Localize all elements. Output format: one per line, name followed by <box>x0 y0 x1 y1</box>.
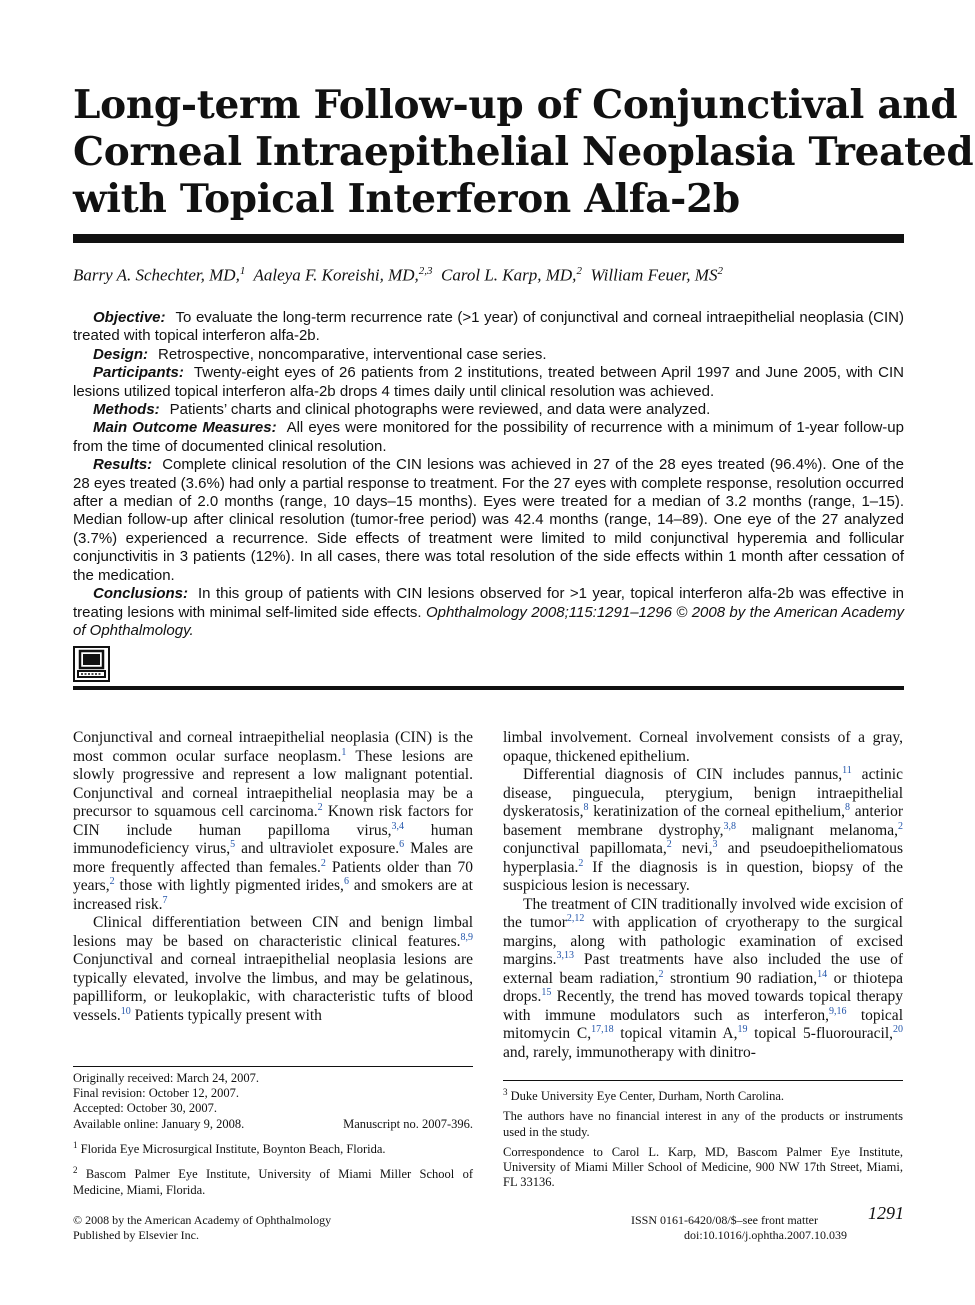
footnote-rule <box>73 1066 473 1067</box>
abstract-text: Patients’ charts and clinical photographs were reviewed, and data were analyzed. <box>169 401 711 419</box>
manuscript-number: Manuscript no. 2007-396. <box>343 1116 473 1131</box>
abstract-outcome <box>73 419 904 456</box>
computer-monitor-icon[interactable] <box>73 646 110 682</box>
doi[interactable]: doi:10.1016/j.ophtha.2007.10.039 <box>684 1228 847 1242</box>
citation-reference[interactable]: 2 <box>578 857 584 869</box>
citation-reference[interactable]: 2 <box>317 801 323 813</box>
financial-interest-note: The authors have no financial interest in any of the products or instruments used in the study. <box>503 1109 903 1139</box>
issn: ISSN 0161-6420/08/$–see front matter <box>631 1213 818 1227</box>
footnotes-right <box>503 1085 903 1195</box>
abstract-design <box>73 346 904 364</box>
citation-reference[interactable]: 2 <box>109 875 115 887</box>
affiliation-1 <box>73 1138 473 1157</box>
citation-reference[interactable]: 2 <box>320 857 326 869</box>
page-number: 1291 <box>868 1203 904 1223</box>
citation-reference[interactable]: 8 <box>583 801 589 813</box>
body-paragraph: limbal involvement. Corneal involvement consists of a gray, opaque, thickened epithelium. <box>503 729 903 765</box>
affiliation-2 <box>73 1163 473 1198</box>
body-paragraph: The treatment of CIN traditionally involved wide excision of the tumor$^{2,12}$ with application of cryotherapy to the surgical margins, along with pathologic examination of excised margins.$^{3,13}$ Past treatments have also included the use of external beam radiation,$^2$ strontium 90 radiation,$^{14}$ or thiotepa drops.$^{15}$ Recently, the trend has moved towards topical therapy with immune modulators such as interferon,$^{9,16}$ topical mitomycin C,$^{17,18}$ topical vitamin A,$^{19}$ topical 5-fluorouracil,$^{20}$ and, rarely, immunotherapy with dinitro- <box>503 895 904 1061</box>
affiliation-text: Duke University Eye Center, Durham, North Carolina. <box>510 1089 785 1104</box>
author-list <box>73 265 903 286</box>
correspondence-note: Correspondence to Carol L. Karp, MD, Bascom Palmer Eye Institute, University of Miami Miller School of Medicine, 900 NW 17th Street, Miami, FL 33136. <box>503 1144 903 1190</box>
abstract-label: Design: <box>93 345 149 363</box>
citation-reference[interactable]: 3,4 <box>391 820 405 832</box>
copyright: © 2008 by the American Academy of Ophthalmology <box>73 1213 332 1227</box>
citation-reference[interactable]: 17,18 <box>591 1023 614 1035</box>
author: Barry A. Schechter, MD, <box>73 265 240 285</box>
citation-reference[interactable]: 8 <box>845 801 851 813</box>
online-date: Available online: January 9, 2008. <box>73 1116 245 1131</box>
citation-reference[interactable]: 6 <box>399 838 405 850</box>
citation-reference[interactable]: 20 <box>893 1023 904 1035</box>
citation-reference[interactable]: 2,12 <box>566 912 585 924</box>
publisher: Published by Elsevier Inc. <box>73 1228 199 1242</box>
citation-reference[interactable]: 14 <box>817 968 828 980</box>
abstract-label: Results: <box>93 456 153 474</box>
footnotes-left <box>73 1071 473 1198</box>
abstract-objective <box>73 309 904 346</box>
journal-citation: Ophthalmology 2008;115:1291–1296 © 2008 by the American Academy of Ophthalmology. <box>73 603 905 639</box>
abstract-label: Conclusions: <box>93 585 189 603</box>
affiliation-mark: 3 <box>503 1087 508 1097</box>
abstract-text: Complete clinical resolution of the CIN lesions was achieved in 27 of the 28 eyes treated (96.4%). One of the 28 eyes treated (3.6%) had only a partial response to treatment. For the 27 eyes with complete response, resolution occurred after a median of 2.0 months (range, 10 days–15 months). Eyes were treated for a median of 3.2 months (range, 1–15). Median follow-up after clinical resolution (tumor-free period) was 42.4 months (range, 14–89). One eye of the 27 analyzed (3.7%) experienced a recurrence. Side effects of treatment were limited to mild conjunctival hyperemia and follicular conjunctivitis in 3 patients (12%). In all cases, there was total resolution of the side effects within 1 month after cessation of the medication. <box>73 456 904 584</box>
abstract-text: Retrospective, noncomparative, interventional case series. <box>158 345 547 363</box>
footnote-rule <box>503 1080 903 1081</box>
citation-reference[interactable]: 8,9 <box>460 931 473 943</box>
author-affiliation-mark: 2 <box>717 265 723 277</box>
author-affiliation-mark: 1 <box>239 265 246 277</box>
abstract-text: To evaluate the long-term recurrence rate (>1 year) of conjunctival and corneal intraepithelial neoplasia (CIN) treated with topical interferon alfa-2b. <box>73 309 904 345</box>
revision-date: Final revision: October 12, 2007. <box>73 1086 239 1101</box>
article-title <box>73 82 974 223</box>
citation-reference[interactable]: 15 <box>541 986 552 998</box>
author-affiliation-mark: 2 <box>576 265 582 277</box>
abstract-text: Twenty-eight eyes of 26 patients from 2 institutions, treated between April 1997 and June 2005, with CIN lesions utilized topical interferon alfa-2b drops 4 times daily until clinical resolution was achieved. <box>73 364 904 400</box>
citation-reference[interactable]: 5 <box>230 838 236 850</box>
abstract-label: Main Outcome Measures: <box>93 419 277 437</box>
footer-left <box>73 1213 473 1243</box>
affiliation-mark: 1 <box>73 1139 78 1150</box>
abstract-text: In this group of patients with CIN lesions observed for >1 year, topical interferon alfa-2b was effective in treating lesions with minimal self-limited side effects. <box>73 585 904 621</box>
citation-reference[interactable]: 9,16 <box>829 1005 847 1017</box>
affiliation-3 <box>503 1085 903 1104</box>
citation-reference[interactable]: 2 <box>898 820 903 832</box>
citation-reference[interactable]: 19 <box>737 1023 748 1035</box>
abstract-text: All eyes were monitored for the possibility of recurrence with a minimum of 1-year follow-up from the time of documented clinical resolution. <box>73 419 904 455</box>
citation-reference[interactable]: 3,13 <box>556 949 575 961</box>
author: Aaleya F. Koreishi, MD, <box>253 265 419 285</box>
citation-reference[interactable]: 2 <box>666 838 672 850</box>
citation-reference[interactable]: 6 <box>343 875 349 887</box>
abstract-rule <box>73 686 904 690</box>
author: Carol L. Karp, MD, <box>441 265 577 285</box>
received-date: Originally received: March 24, 2007. <box>73 1071 260 1085</box>
body-paragraph: Clinical differentiation between CIN and benign limbal lesions may be based on characteristic clinical features.$^{8,9}$ Conjunctival and corneal intraepithelial neoplasia lesions are typically elevated, involve the limbus, and may be gelatinous, papilliform, or leukoplakic, with characteristic tufts of blood vessels.$^{10}$ Patients typically present with <box>73 914 473 1024</box>
affiliation-text: Florida Eye Microsurgical Institute, Boynton Beach, Florida. <box>80 1141 386 1156</box>
abstract-methods <box>73 401 904 419</box>
body-paragraph: Conjunctival and corneal intraepithelial neoplasia (CIN) is the most common ocular surface neoplasm.$^1$ These lesions are slowly progressive and represent a low malignant potential. Conjunctival and corneal intraepithelial neoplasia may be a precursor to squamous cell carcinoma.$^2$ Known risk factors for CIN include human papilloma virus,$^{3,4}$ human immunodeficiency virus,$^5$ and ultraviolet exposure.$^6$ Males are more frequently affected than females.$^2$ Patients older than 70 years,$^2$ those with lightly pigmented irides,$^6$ and smokers are at increased risk.$^7$ <box>73 729 473 913</box>
online-row <box>73 1117 473 1132</box>
citation-reference[interactable]: 10 <box>120 1005 131 1017</box>
citation-reference[interactable]: 2 <box>658 968 664 980</box>
abstract-label: Participants: <box>93 364 184 382</box>
citation-reference[interactable]: 1 <box>341 746 347 758</box>
title-line: with Topical Interferon Alfa-2b <box>73 176 740 222</box>
title-line: Long-term Follow-up of Conjunctival and <box>73 82 958 128</box>
accepted-date: Accepted: October 30, 2007. <box>73 1101 218 1116</box>
abstract <box>73 309 904 640</box>
affiliation-text: Bascom Palmer Eye Institute, University of Miami Miller School of Medicine, Miami, Florida. <box>73 1167 473 1197</box>
affiliation-mark: 2 <box>73 1165 78 1176</box>
body-column-left <box>73 729 473 1025</box>
citation-reference[interactable]: 7 <box>162 894 168 906</box>
abstract-label: Objective: <box>93 309 166 326</box>
citation-reference[interactable]: 11 <box>842 764 852 776</box>
citation-reference[interactable]: 3,8 <box>723 820 736 832</box>
author: William Feuer, MS <box>590 265 718 285</box>
title-line: Corneal Intraepithelial Neoplasia Treated <box>73 129 974 175</box>
abstract-results <box>73 456 904 585</box>
abstract-conclusions <box>73 585 904 640</box>
author-affiliation-mark: 2,3 <box>418 265 433 277</box>
citation-reference[interactable]: 3 <box>712 838 718 850</box>
title-rule <box>73 234 904 243</box>
abstract-participants <box>73 364 904 401</box>
body-paragraph: Differential diagnosis of CIN includes pannus,$^{11}$ actinic disease, pinguecula, pterygium, benign intraepithelial dyskeratosis,$^8$ keratinization of the corneal epithelium,$^8$ anterior basement membrane dystrophy,$^{3,8}$ malignant melanoma,$^2$ conjunctival papillomata,$^2$ nevi,$^3$ and pseudoepitheliomatous hyperplasia.$^2$ If the diagnosis is in question, biopsy of the suspicious lesion is necessary. <box>503 764 903 894</box>
body-column-right <box>503 729 903 1062</box>
abstract-label: Methods: <box>93 401 160 419</box>
